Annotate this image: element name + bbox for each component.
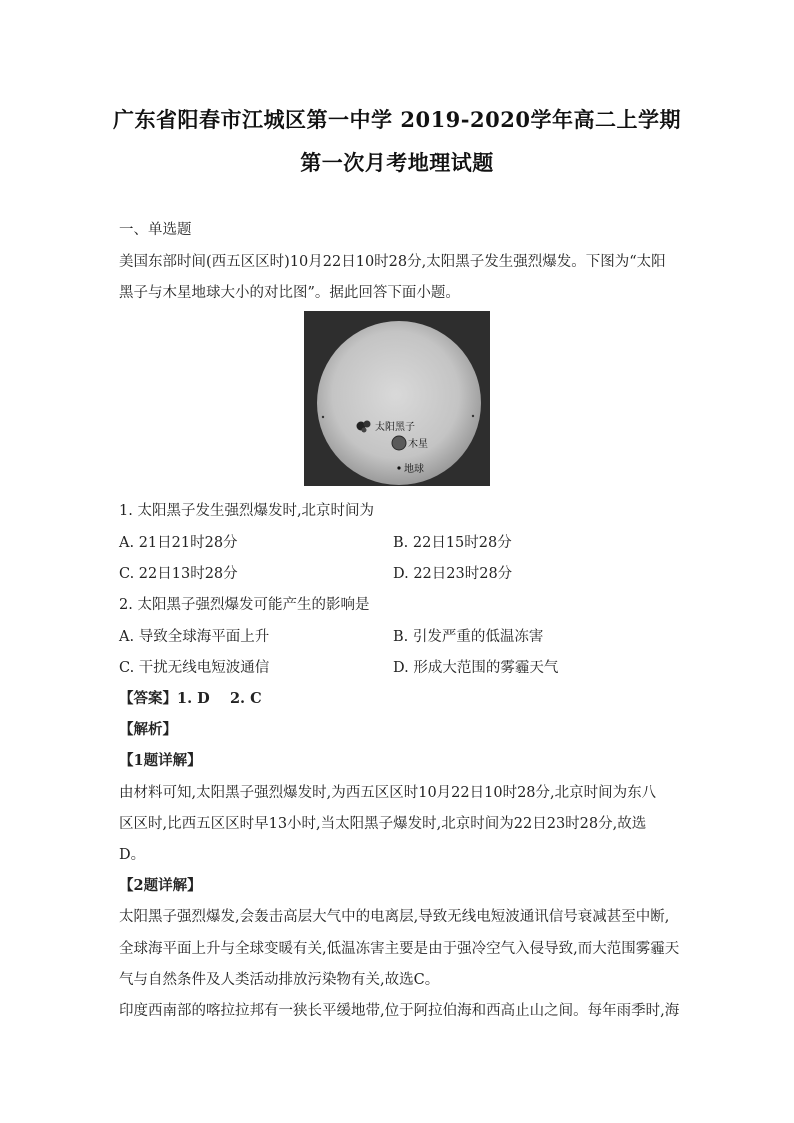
detail-1-line-3: D。 xyxy=(119,847,146,863)
jupiter-mark xyxy=(392,436,406,450)
question-1-option-b: B. 22日15时28分 xyxy=(393,535,512,551)
title-line-2: 第一次月考地理试题 xyxy=(300,150,494,175)
earth-label: 地球 xyxy=(404,464,424,475)
question-2-option-a: A. 导致全球海平面上升 xyxy=(119,629,270,645)
earth-mark xyxy=(397,466,400,469)
intro-line-1: 美国东部时间(西五区区时)10月22日10时28分,太阳黑子发生强烈爆发。下图为“太阳 xyxy=(119,254,666,270)
question-1-stem: 1. 太阳黑子发生强烈爆发时,北京时间为 xyxy=(119,503,375,519)
question-2-option-c: C. 干扰无线电短波通信 xyxy=(119,660,270,676)
detail-1-heading: 【1题详解】 xyxy=(119,752,202,769)
analysis-heading: 【解析】 xyxy=(119,721,177,738)
detail-1-line-1: 由材料可知,太阳黑子强烈爆发时,为西五区区时10月22日10时28分,北京时间为东八 xyxy=(119,785,657,801)
detail-1-line-2: 区区时,比西五区区时早13小时,当太阳黑子爆发时,北京时间为22日23时28分,故选 xyxy=(119,816,647,832)
sunspot-comparison-figure xyxy=(304,311,490,486)
detail-2-line-2: 全球海平面上升与全球变暖有关,低温冻害主要是由于强冷空气入侵导致,而大范围雾霾天 xyxy=(119,941,680,957)
question-2-option-b: B. 引发严重的低温冻害 xyxy=(393,629,544,645)
detail-2-line-1: 太阳黑子强烈爆发,会轰击高层大气中的电离层,导致无线电短波通讯信号衰减甚至中断, xyxy=(119,909,670,925)
section-heading: 一、单选题 xyxy=(119,222,192,238)
small-spot-right xyxy=(472,415,474,417)
detail-2-line-3: 气与自然条件及人类活动排放污染物有关,故选C。 xyxy=(119,972,440,988)
question-2-stem: 2. 太阳黑子强烈爆发可能产生的影响是 xyxy=(119,597,370,613)
sunspot-label: 太阳黑子 xyxy=(375,422,415,433)
small-spot-left xyxy=(322,416,324,418)
title-line-1: 广东省阳春市江城区第一中学 2019-2020学年高二上学期 xyxy=(113,107,681,132)
detail-2-heading: 【2题详解】 xyxy=(119,877,202,894)
next-question-intro-line: 印度西南部的喀拉拉邦有一狭长平缓地带,位于阿拉伯海和西高止山之间。每年雨季时,海 xyxy=(119,1003,680,1019)
sun-disk-illustration xyxy=(304,311,490,486)
question-1-option-a: A. 21日21时28分 xyxy=(119,535,238,551)
question-1-option-d: D. 22日23时28分 xyxy=(393,566,513,582)
sun-disk xyxy=(317,321,481,485)
question-2-option-d: D. 形成大范围的雾霾天气 xyxy=(393,660,559,676)
intro-line-2: 黑子与木星地球大小的对比图”。据此回答下面小题。 xyxy=(119,285,460,301)
answer-line: 【答案】1. D 2. C xyxy=(119,690,262,707)
question-1-option-c: C. 22日13时28分 xyxy=(119,566,238,582)
jupiter-label: 木星 xyxy=(408,439,428,450)
